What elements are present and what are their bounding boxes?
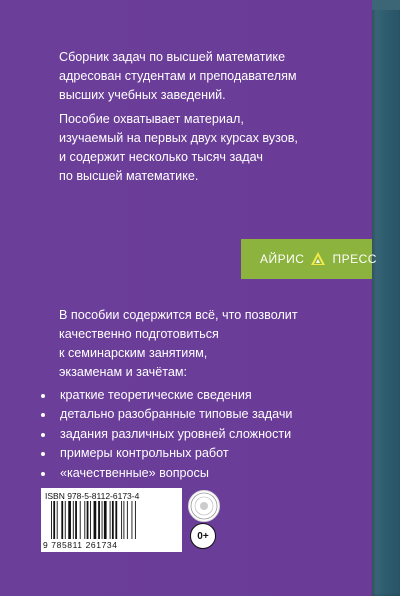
isbn-label: ISBN 978-5-8112-6173-4 <box>45 491 140 501</box>
intro-line: высших учебных заведений. <box>59 88 226 102</box>
coverage-line: и содержит несколько тысяч задач <box>59 150 263 164</box>
list-item-text: примеры контрольных работ <box>60 446 229 461</box>
intro-paragraph <box>59 48 297 105</box>
triangle-logo-icon <box>310 251 326 267</box>
features-line: качественно подготовиться <box>59 327 219 341</box>
features-line: к семинарским занятиям, <box>59 346 208 360</box>
list-item-text: задания различных уровней сложности <box>60 426 292 441</box>
isbn-barcode-block <box>41 488 182 552</box>
features-line: В пособии содержится всё, что позволит <box>59 308 298 322</box>
barcode-digits: 9 785811 261734 <box>43 540 118 550</box>
certification-seal-icon <box>188 490 220 522</box>
publisher-name-right: ПРЕСС <box>332 252 377 266</box>
publisher-name-left: АЙРИС <box>260 252 305 266</box>
intro-line: Сборник задач по высшей математике <box>59 50 286 64</box>
intro-line: адресован студентам и преподавателям <box>59 69 297 83</box>
barcode-icon <box>49 501 175 539</box>
bullet-icon <box>41 472 45 476</box>
spine-top-edge <box>372 0 400 10</box>
list-item-text: «качественные» вопросы <box>60 465 209 480</box>
coverage-paragraph <box>59 110 298 186</box>
list-item-text: детально разобранные типовые задачи <box>60 407 293 422</box>
features-line: экзаменам и зачётам: <box>59 365 188 379</box>
bullet-icon <box>41 394 45 398</box>
coverage-line: Пособие охватывает материал, <box>59 112 244 126</box>
publisher-logo <box>260 250 377 268</box>
list-item-text: краткие теоретические сведения <box>60 388 252 402</box>
features-paragraph <box>59 306 298 382</box>
age-rating-badge: 0+ <box>190 523 216 549</box>
book-spine <box>372 0 400 596</box>
coverage-line: изучаемый на первых двух курсах вузов, <box>59 131 298 145</box>
coverage-line: по высшей математике. <box>59 169 199 183</box>
bullet-icon <box>41 433 45 437</box>
